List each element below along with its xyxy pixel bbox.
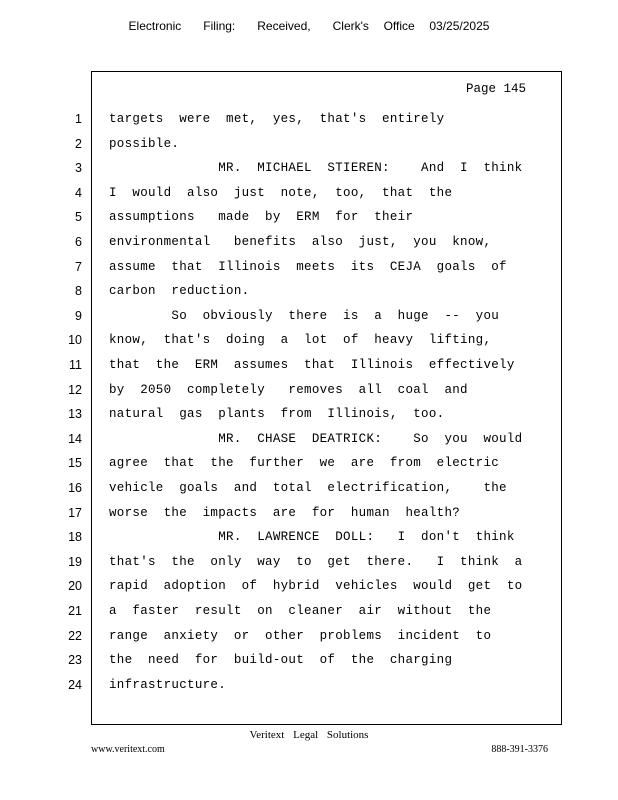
- line-number: 18: [68, 530, 82, 545]
- transcript-line: [0, 358, 618, 378]
- line-number: 23: [68, 653, 82, 668]
- line-text: know, that's doing a lot of heavy lifting,: [109, 333, 492, 348]
- line-number: 8: [75, 284, 82, 299]
- transcript-line: [0, 456, 618, 476]
- line-number: 9: [75, 308, 82, 323]
- line-text: assumptions made by ERM for their: [109, 210, 414, 225]
- transcript-line: [0, 432, 618, 452]
- transcript-line: [0, 555, 618, 575]
- line-text: I would also just note, too, that the: [109, 185, 453, 200]
- line-number: 11: [69, 358, 82, 372]
- line-text: MR. MICHAEL STIEREN: And I think: [109, 161, 523, 176]
- line-text: range anxiety or other problems incident to: [109, 628, 492, 643]
- transcript-line: [0, 161, 618, 181]
- transcript-line: [0, 186, 618, 206]
- line-text: So obviously there is a huge -- you: [109, 308, 500, 323]
- transcript-line: [0, 383, 618, 403]
- line-number: 4: [75, 185, 82, 200]
- line-number: 13: [68, 407, 82, 422]
- line-number: 12: [68, 382, 82, 397]
- line-text: assume that Illinois meets its CEJA goals of: [109, 259, 507, 274]
- line-number: 2: [75, 136, 82, 151]
- line-number: 3: [75, 161, 82, 176]
- footer-website: www.veritext.com: [91, 744, 165, 755]
- line-text: rapid adoption of hybrid vehicles would get to: [109, 579, 523, 594]
- line-number: 19: [68, 554, 82, 569]
- transcript-line: [0, 530, 618, 550]
- filing-stamp-header: Electronic Filing: Received, Clerk's Office 03/25/2025: [128, 19, 490, 33]
- line-text: MR. LAWRENCE DOLL: I don't think: [109, 530, 515, 545]
- transcript-line: [0, 235, 618, 255]
- transcript-line: [0, 678, 618, 698]
- line-number: 21: [68, 604, 82, 618]
- line-number: 22: [68, 628, 82, 643]
- transcript-line: [0, 112, 618, 132]
- transcript-line: [0, 260, 618, 280]
- transcript-line: [0, 481, 618, 501]
- line-text: natural gas plants from Illinois, too.: [109, 407, 445, 422]
- line-number: 6: [75, 235, 82, 249]
- transcript-line: [0, 629, 618, 649]
- transcript-line: [0, 210, 618, 230]
- line-text: vehicle goals and total electrification, the: [109, 481, 507, 495]
- line-text: carbon reduction.: [109, 284, 250, 299]
- line-text: by 2050 completely removes all coal and: [109, 382, 468, 397]
- line-text: environmental benefits also just, you know,: [109, 235, 492, 249]
- transcript-line: [0, 333, 618, 353]
- line-number: 24: [68, 677, 82, 692]
- transcript-line: [0, 579, 618, 599]
- line-text: worse the impacts are for human health?: [109, 505, 461, 520]
- line-text: the need for build-out of the charging: [109, 653, 453, 668]
- line-number: 16: [68, 481, 82, 495]
- line-text: that the ERM assumes that Illinois effectively: [109, 358, 515, 372]
- line-text: possible.: [109, 136, 180, 151]
- line-text: MR. CHASE DEATRICK: So you would: [109, 431, 523, 446]
- transcript-line: [0, 137, 618, 157]
- line-text: agree that the further we are from electric: [109, 456, 500, 471]
- transcript-line: [0, 309, 618, 329]
- line-number: 5: [75, 210, 82, 225]
- transcript-line: [0, 653, 618, 673]
- page-number: Page 145: [465, 82, 526, 96]
- footer-phone: 888-391-3376: [491, 744, 548, 755]
- line-number: 20: [68, 579, 82, 594]
- transcript-line: [0, 604, 618, 624]
- line-number: 15: [68, 456, 82, 471]
- line-number: 10: [68, 333, 82, 348]
- line-text: targets were met, yes, that's entirely: [109, 112, 445, 126]
- transcript-line: [0, 284, 618, 304]
- line-number: 17: [68, 505, 82, 520]
- line-number: 1: [75, 112, 82, 126]
- line-number: 14: [68, 431, 82, 446]
- footer-company-name: Veritext Legal Solutions: [249, 729, 369, 741]
- line-text: infrastructure.: [109, 677, 227, 692]
- line-text: a faster result on cleaner air without the: [109, 604, 492, 618]
- line-number: 7: [75, 259, 82, 274]
- transcript-line: [0, 506, 618, 526]
- line-text: that's the only way to get there. I think a: [109, 554, 523, 569]
- transcript-line: [0, 407, 618, 427]
